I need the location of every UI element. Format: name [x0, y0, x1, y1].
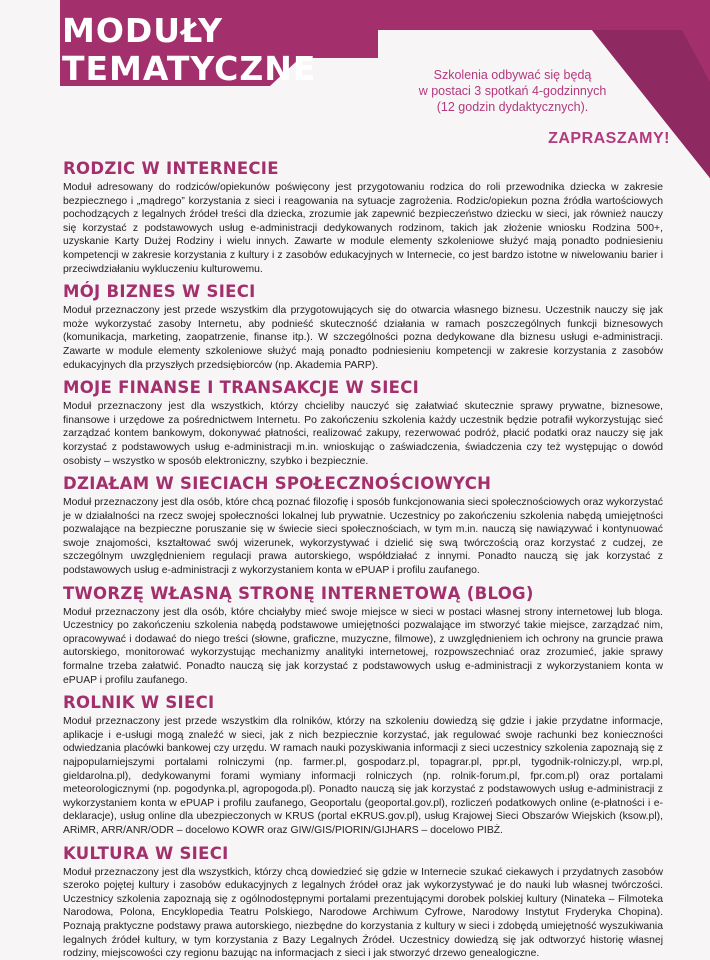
module-title: MOJE FINANSE I TRANSAKCJE W SIECI — [63, 378, 420, 398]
module-section — [63, 158, 663, 276]
module-title: TWORZĘ WŁASNĄ STRONĘ INTERNETOWĄ (BLOG) — [63, 583, 534, 603]
module-title: ROLNIK W SIECI — [63, 693, 215, 713]
module-title: KULTURA W SIECI — [63, 843, 229, 863]
module-section — [63, 843, 663, 960]
module-description: Moduł przeznaczony jest dla wszystkich, którzy chcą dowiedzieć się gdzie w Internecie szukać ciekawych i przydatnych zasobów szeroko pojętej kultury i zasobów edukacyjnych z legalnych źródeł oraz jak wykorzystywać je do nauki lub własnej twórczości. Uczestnicy szkolenia zapoznają się z ogólnodostępnymi portalami prezentującymi dorobek polskiej kultury (Ninateka – Filmoteka Narodowa, Polona, Encyklopedia Teatru Polskiego, Narodowe Archiwum Cyfrowe, Narodowy Instytut Fryderyka Chopina). Poznają praktyczne podstawy prawa autorskiego, niezbędne do korzystania z kultury w sieci i zdobędą umiejętność wyszukiwania legalnych źródeł kultury, w tym korzystania z Bazy Legalnych Źródeł. Uczestnicy dowiedzą się jak odtworzyć historię własnej rodziny, miejscowości czy regionu bazując na informacjach z sieci i jak stworzyć drzewo genealogiczne. — [63, 866, 663, 960]
schedule-note — [400, 67, 625, 115]
module-description: Moduł przeznaczony jest dla osób, które chciałyby mieć swoje miejsce w sieci w postaci własnej strony internetowej lub bloga. Uczestnicy po zakończeniu szkolenia nabędą podstawowe umiejętności pozwalające im stworzyć takie miejsce, zarządzać nim, opracowywać i dodawać do niego treści (słowne, graficzne, muzyczne, filmowe), z uwzględnieniem ich ochrony na gruncie prawa autorskiego, monitorować wykorzystując mechanizmy analityki internetowej, rozpowszechniać oraz zrozumieć, jakie sprawy formalne trzeba załatwić. Ponadto nauczą się jak korzystać z podstawowych usług e-administracji z wykorzystaniem konta w ePUAP i profilu zaufanego. — [63, 606, 663, 686]
module-description: Moduł przeznaczony jest dla wszystkich, którzy chcieliby nauczyć się załatwiać skutecznie sprawy prywatne, biznesowe, finansowe i urzędowe za pośrednictwem Internetu. Po zakończeniu szkolenia każdy uczestnik będzie potrafił wykorzystując sieć zarządzać kontem bankowym, dokonywać płatności, realizować zakupy, rezerwować podróż, płacić podatki oraz nauczy się jak korzystać z podstawowych usług e-administracji m.in. wnioskując o zaświadczenia, świadczenia czy też występując o dowód osobisty – wszystko w sposób elektroniczny, szybko i bezpiecznie. — [63, 401, 663, 467]
note-line-3: (12 godzin dydaktycznych). — [436, 100, 589, 114]
module-title: DZIAŁAM W SIECIACH SPOŁECZNOŚCIOWYCH — [63, 474, 492, 494]
module-description: Moduł przeznaczony jest przede wszystkim dla rolników, którzy na szkoleniu dowiedzą się gdzie i jakie przydatne informacje, aplikacje i e-usługi mogą znaleźć w sieci, jak z nich bezpiecznie korzystać, jak regulować swoje rachunki bez konieczności odwiedzania placówki bankowej czy urzędu. W ramach nauki pozyskiwania informacji z sieci uczestnicy szkolenia zapoznają się z najpopularniejszymi portalami rolniczymi (np. farmer.pl, gospodarz.pl, topagrar.pl, ppr.pl, tygodnik-rolniczy.pl, wrp.pl, gieldarolna.pl), dedykowanymi forami wymiany informacji rolniczych (np. rolnik-forum.pl, fpr.com.pl) oraz portalami meteorologicznymi (np. pogodynka.pl, agropogoda.pl). Ponadto nauczą się jak korzystać z podstawowych usług e-administracji z wykorzystaniem konta w ePUAP i profilu zaufanego, Geoportalu (geoportal.gov.pl), rozliczeń podatkowych online (e-płatności i e-deklaracje), usług online dla ubezpieczonych w KRUS (portal eKRUS.gov.pl), usług Krajowej Sieci Obszarów Wiejskich (ksow.pl), ARiMR, ARR/ANR/ODR – docelowo KOWR oraz GIW/GIS/PIORIN/GIJHARS – docelowo PIBŻ. — [63, 716, 663, 836]
page-title — [62, 12, 316, 88]
module-section — [63, 692, 663, 837]
title-line-1: MODUŁY — [62, 11, 224, 50]
note-line-2: w postaci 3 spotkań 4-godzinnych — [418, 84, 607, 98]
modules-list — [63, 158, 663, 960]
module-title: MÓJ BIZNES W SIECI — [63, 282, 256, 302]
note-line-1: Szkolenia odbywać się będą — [433, 68, 592, 82]
module-section — [63, 583, 663, 688]
module-section — [63, 281, 663, 372]
module-description: Moduł przeznaczony jest przede wszystkim dla przygotowujących się do otwarcia własnego biznesu. Uczestnik nauczy się jak może wykorzystać zasoby Internetu, aby podnieść skuteczność działania w ramach poszczególnych funkcji biznesowych (komunikacja, marketing, zaopatrzenie, finanse itp.). W szczególności pozna dedykowane dla biznesu usługi e-administracji. Zawarte w module elementy szkoleniowe służyć mają ponadto podniesieniu kompetencji w zakresie korzystania z zasobów edukacyjnych dla przyszłych przedsiębiorców (np. Akademia PARP). — [63, 305, 663, 371]
module-description: Moduł przeznaczony jest dla osób, które chcą poznać filozofię i sposób funkcjonowania sieci społecznościowych oraz wykorzystać je w działalności na rzecz swojej społeczności lokalnej lub prywatnie. Uczestnicy po zakończeniu szkolenia nabędą umiejętności pozwalające na bezpieczne poruszanie się w świecie sieci społecznościach, w tym m.in. nauczą się nawiązywać i kontynuować swoje znajomości, kształtować swój wizerunek, wykorzystywać i dzielić się swą twórczością oraz korzystać z cudzej, ze szczególnym uwzględnieniem regulacji prawa autorskiego, współdziałać z innymi. Ponadto nauczą się jak korzystać z podstawowych usług e-administracji z wykorzystaniem konta w ePUAP i profilu zaufanego. — [63, 497, 663, 577]
invite-text: ZAPRASZAMY! — [548, 130, 670, 147]
title-line-2: TEMATYCZNE — [62, 49, 317, 88]
module-section — [63, 473, 663, 578]
module-section — [63, 377, 663, 468]
module-description: Moduł adresowany do rodziców/opiekunów poświęcony jest przygotowaniu rodzica do roli przewodnika dziecka w zakresie bezpiecznego i „mądrego” korzystania z sieci i reagowania na sytuacje zagrożenia. Rodzic/opiekun pozna źródła wartościowych pochodzących z legalnych źródeł treści dla dziecka, zrozumie jak zapewnić bezpieczeństwo dziecku w sieci, jak również nauczy się korzystać z podstawowych usług e-administracji dedykowanych rodzinom, takich jak złożenie wniosku Rodzina 500+, uzyskanie Karty Dużej Rodziny i wielu innych. Zawarte w module elementy szkoleniowe służyć mają ponadto podniesieniu kompetencji w zakresie korzystania z kultury i z zasobów edukacyjnych w Internecie, co jest bardzo istotne w niwelowaniu barier i przeciwdziałaniu wykluczeniu kulturowemu. — [63, 182, 663, 275]
module-title: RODZIC W INTERNECIE — [63, 159, 279, 178]
